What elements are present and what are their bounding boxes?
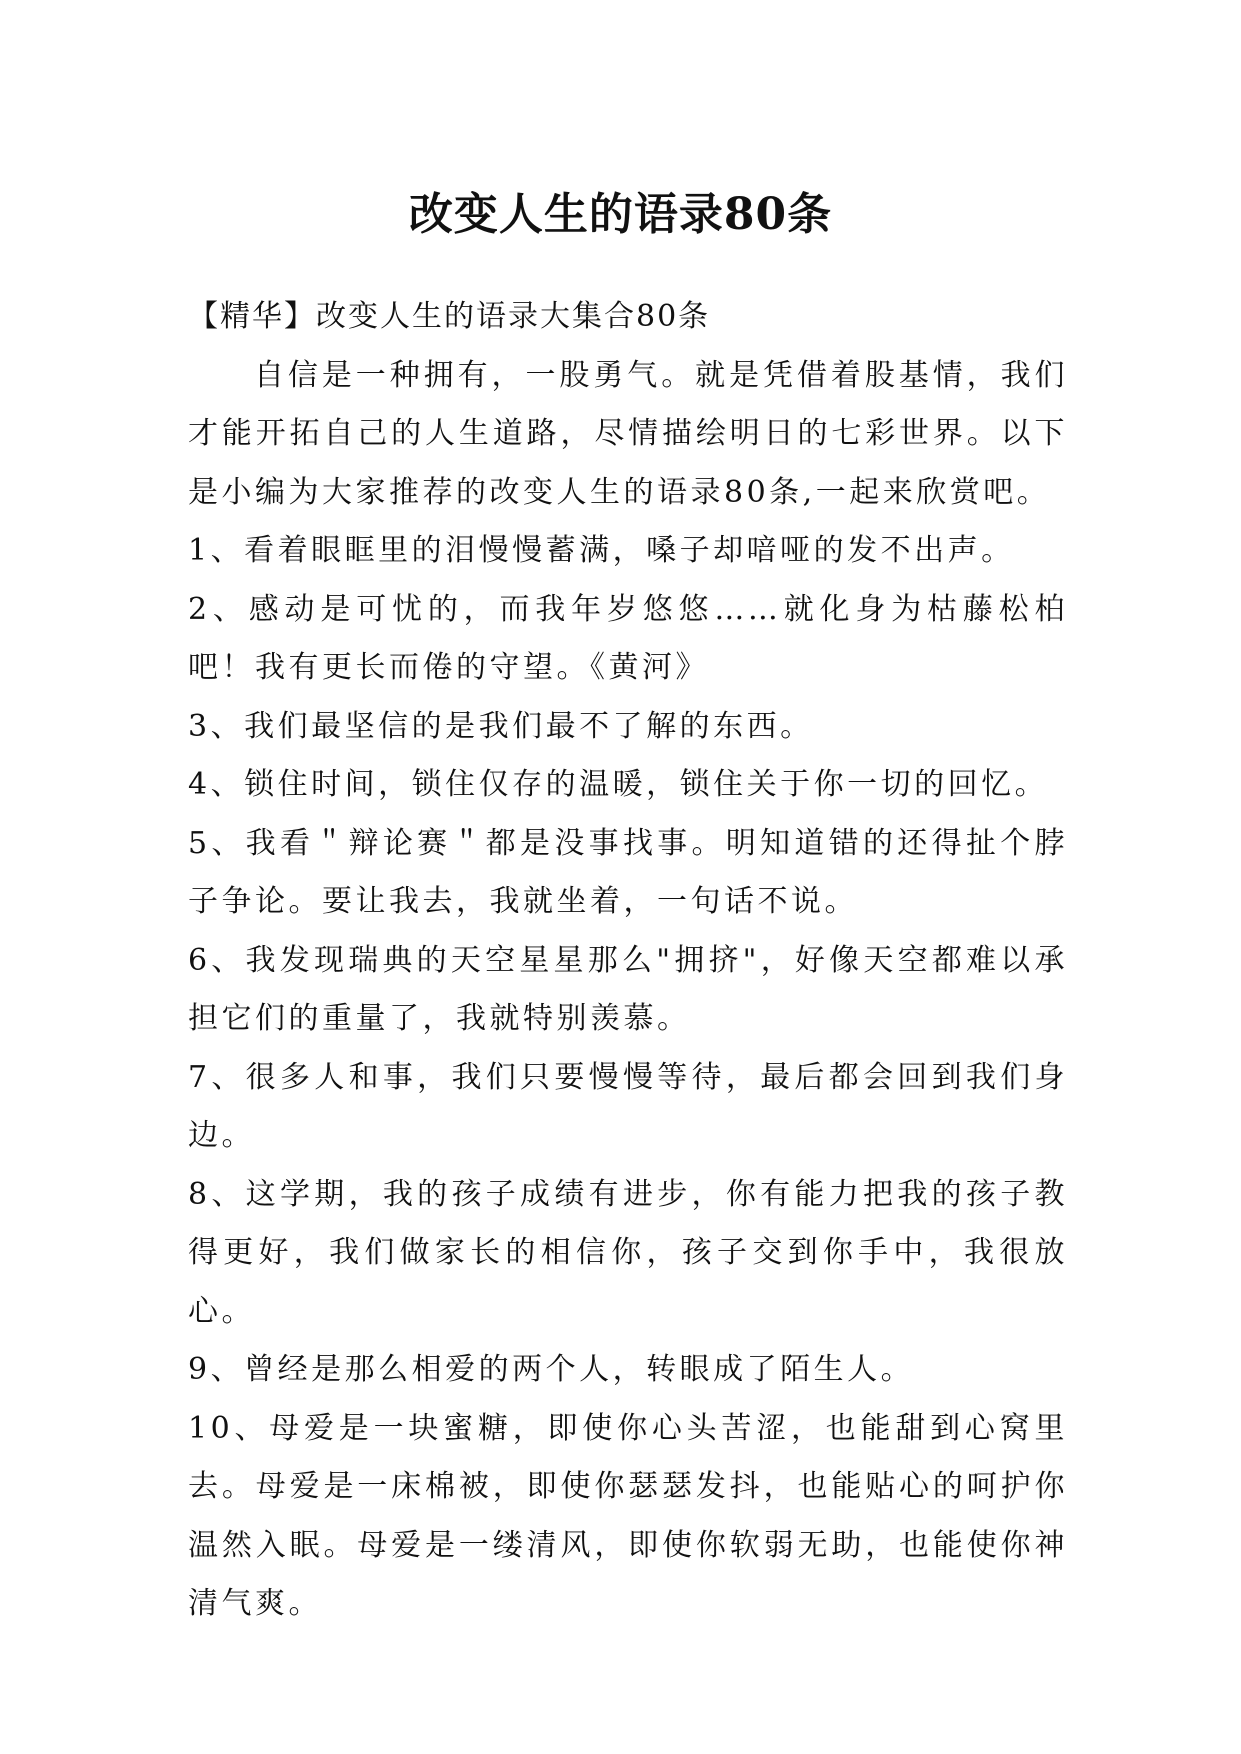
quote-item: 3、我们最坚信的是我们最不了解的东西。 — [188, 708, 814, 744]
quote-item: 4、锁住时间，锁住仅存的温暖，锁住关于你一切的回忆。 — [188, 767, 1049, 802]
quote-item: 8、这学期，我的孩子成绩有进步，你有能力把我的孩子教得更好，我们做家长的相信你，孩子交到你手中，我很放心。 — [188, 1176, 1068, 1329]
quote-item: 1、看着眼眶里的泪慢慢蓄满，嗓子却喑哑的发不出声。 — [188, 533, 1015, 568]
quote-item: 9、曾经是那么相爱的两个人，转眼成了陌生人。 — [188, 1352, 915, 1387]
document-subtitle: 【精华】改变人生的语录大集合80条 — [188, 299, 711, 334]
quote-item: 2、感动是可忧的，而我年岁悠悠……就化身为枯藤松柏吧！我有更长而倦的守望。《黄河》 — [188, 591, 1068, 685]
page-title: 改变人生的语录80条 — [408, 189, 833, 241]
quote-item: 5、我看＂辩论赛＂都是没事找事。明知道错的还得扯个脖子争论。要让我去，我就坐着，一句话不说。 — [188, 825, 1068, 919]
quote-item: 6、我发现瑞典的天空星星那么"拥挤"，好像天空都难以承担它们的重量了，我就特别羡慕。 — [188, 942, 1068, 1036]
document-body — [188, 288, 1068, 1634]
quote-item: 7、很多人和事，我们只要慢慢等待，最后都会回到我们身边。 — [188, 1059, 1068, 1153]
intro-paragraph: 自信是一种拥有，一股勇气。就是凭借着股基情，我们才能开拓自己的人生道路，尽情描绘明日的七彩世界。以下是小编为大家推荐的改变人生的语录80条,一起来欣赏吧。 — [188, 357, 1068, 510]
quote-item: 10、母爱是一块蜜糖，即使你心头苦涩，也能甜到心窝里去。母爱是一床棉被，即使你瑟瑟发抖，也能贴心的呵护你温然入眠。母爱是一缕清风，即使你软弱无助，也能使你神清气爽。 — [188, 1410, 1068, 1621]
